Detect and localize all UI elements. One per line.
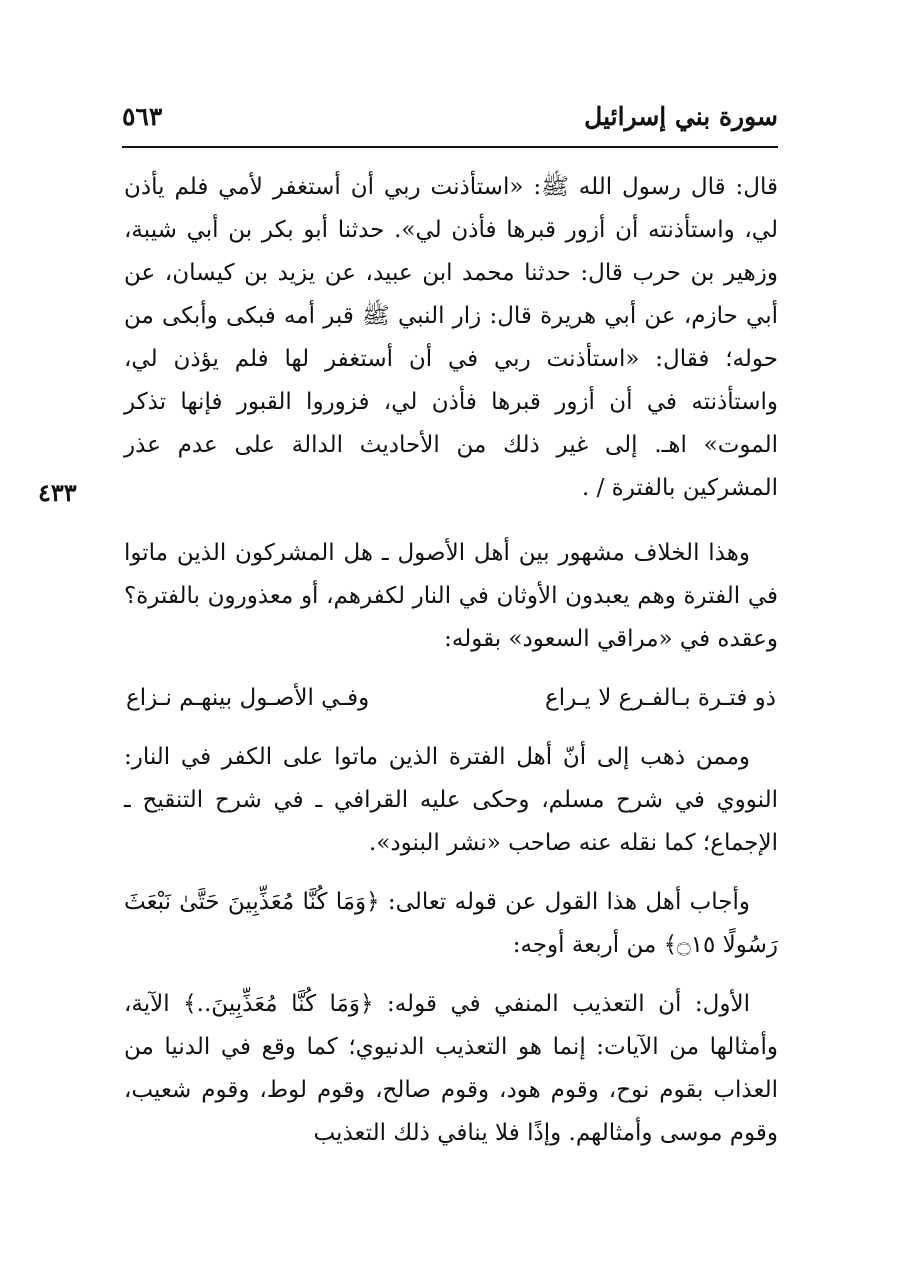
body-text <box>124 166 778 1155</box>
paragraph-hadith: قال: قال رسول الله ﷺ: «استأذنت ربي أن أستغفر لأمي فلم يأذن لي، واستأذنته أن أزور قبرها فأذن لي». حدثنا أبو بكر بن أبي شيبة، وزهير بن حرب قال: حدثنا محمد ابن عبيد، عن يزيد بن كيسان، عن أبي حازم، عن أبي هريرة قال: زار النبي ﷺ قبر أمه فبكى وأبكى من حوله؛ فقال: «استأذنت ربي في أن أستغفر لها فلم يؤذن لي، واستأذنته في أن أزور قبرها فأذن لي، فزوروا القبور فإنها تذكر الموت» اهـ. إلى غير ذلك من الأحاديث الدالة على عدم عذر المشركين بالفترة / . <box>124 174 778 501</box>
paragraph-dispute: وهذا الخلاف مشهور بين أهل الأصول ـ هل المشركون الذين ماتوا في الفترة وهم يعبدون الأوثان في النار لكفرهم، أو معذورون بالفترة؟ وعقده في «مراقي السعود» بقوله: <box>124 540 778 652</box>
paragraph-spacer <box>124 661 778 677</box>
running-title: سورة بني إسرائيل <box>584 102 778 131</box>
poem-first-hemistich: ذو فتـرة بـالفـرع لا يـراع <box>544 685 776 711</box>
paragraph-answer: وأجاب أهل هذا القول عن قوله تعالى: ﴿وَمَا كُنَّا مُعَذِّبِينَ حَتَّىٰ نَبْعَثَ رَسُولًا ۝١٥﴾ من أربعة أوجه: <box>124 889 778 958</box>
paragraph-spacer <box>124 967 778 983</box>
margin-page-marker: ٤٣٣ <box>38 478 77 507</box>
page-header <box>122 98 778 148</box>
paragraph-spacer <box>124 510 778 532</box>
poem-second-hemistich: وفـي الأصـول بينهـم نـزاع <box>126 685 370 711</box>
paragraph-spacer <box>124 865 778 881</box>
paragraph-nawawi: وممن ذهب إلى أنّ أهل الفترة الذين ماتوا على الكفر في النار: النووي في شرح مسلم، وحكى عليه القرافي ـ في شرح التنقيح ـ الإجماع؛ كما نقله عنه صاحب «نشر البنود». <box>124 744 778 856</box>
poem-verse <box>124 677 778 720</box>
paragraph-spacer <box>124 720 778 736</box>
page-number: ٥٦٣ <box>122 102 163 131</box>
paragraph-first-reason: الأول: أن التعذيب المنفي في قوله: ﴿وَمَا كُنَّا مُعَذِّبِينَ..﴾ الآية، وأمثالها من الآيات: إنما هو التعذيب الدنيوي؛ كما وقع في الدنيا من العذاب بقوم نوح، وقوم هود، وقوم صالح، وقوم لوط، وقوم شعيب، وقوم موسى وأمثالهم. وإذًا فلا ينافي ذلك التعذيب <box>124 991 778 1146</box>
